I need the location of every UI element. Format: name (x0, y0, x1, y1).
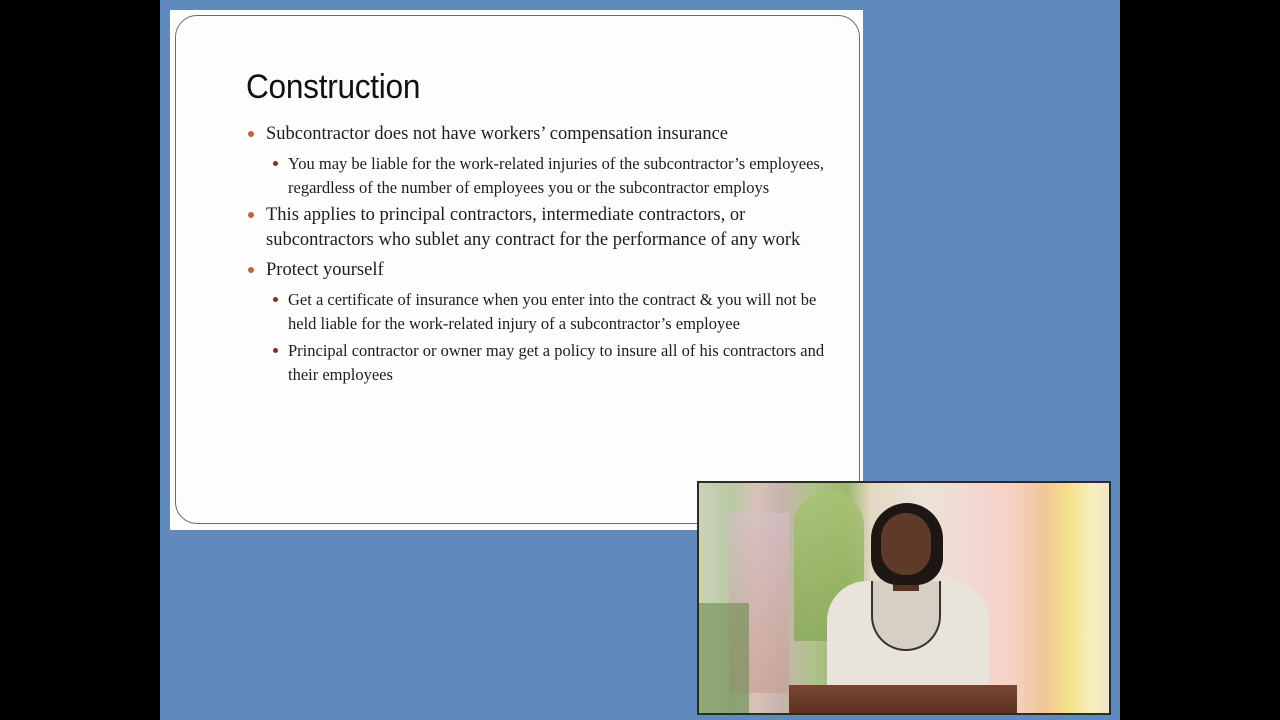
bullet-list (246, 122, 836, 390)
podium (789, 685, 1017, 715)
mural-foliage (699, 603, 749, 713)
bullet-dot-icon (248, 131, 254, 137)
sub-bullet-text: Principal contractor or owner may get a policy to insure all of his contractors and their employees (288, 341, 825, 384)
bullet-item (246, 203, 836, 253)
sub-bullet-dot-icon (273, 297, 278, 302)
bullet-item (246, 258, 836, 283)
sub-bullet-text: Get a certificate of insurance when you enter into the contract & you will not be held liable for the work-related injury of a subcontractor’s employee (288, 290, 817, 333)
presenter-face (881, 513, 931, 575)
sub-bullet-dot-icon (273, 348, 278, 353)
bullet-dot-icon (248, 212, 254, 218)
sub-bullet-item (246, 288, 836, 335)
presenter-lapel (871, 581, 941, 651)
bullet-text: Subcontractor does not have workers’ compensation insurance (266, 124, 729, 144)
sub-bullet-item (246, 152, 836, 199)
bullet-dot-icon (248, 267, 254, 273)
slide-title: Construction (246, 68, 421, 106)
bullet-text: This applies to principal contractors, intermediate contractors, or subcontractors who sublet any contract for the performance of any work (266, 205, 801, 250)
sub-bullet-text: You may be liable for the work-related injuries of the subcontractor’s employees, regardless of the number of employees you or the subcontractor employs (288, 154, 824, 197)
slide (170, 10, 863, 530)
bullet-item (246, 122, 836, 147)
sub-bullet-item (246, 339, 836, 386)
bullet-text: Protect yourself (266, 260, 384, 280)
presentation-stage (160, 0, 1120, 720)
sub-bullet-dot-icon (273, 161, 278, 166)
presenter-video-inset (697, 481, 1111, 715)
